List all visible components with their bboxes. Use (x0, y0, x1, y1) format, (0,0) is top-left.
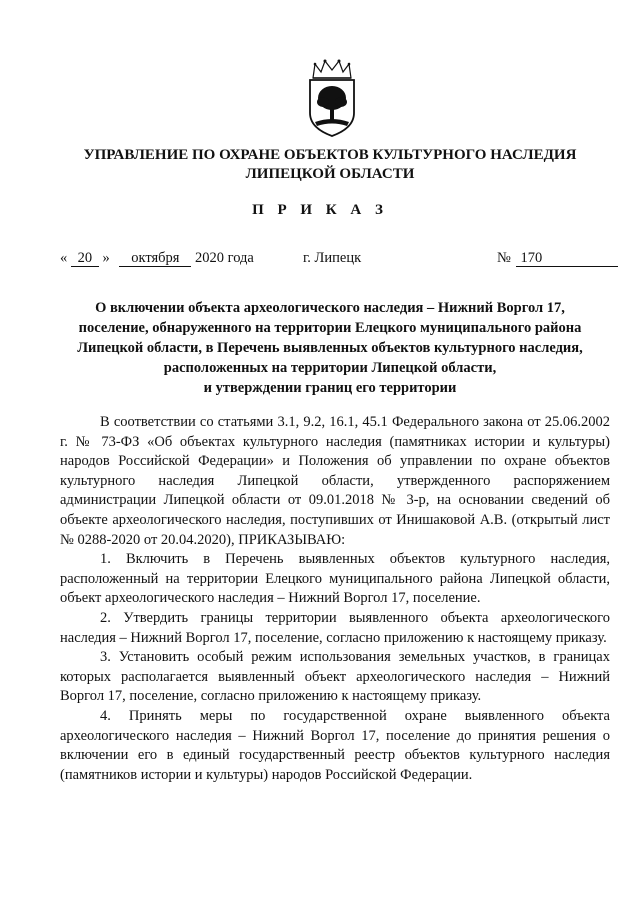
order-item-4: 4. Принять меры по государственной охране выявленного объекта археологического наследия – Нижний Воргол 17, поселение до принятия решения о включении его в единый государственный реестр объектов культурного наследия (памятников истории и культуры) народов Российской Федерации. (60, 707, 610, 783)
title-line-1: О включении объекта археологического наследия – Нижний Воргол 17, (95, 300, 565, 316)
order-item-2: 2. Утвердить границы территории выявленного объекта археологического наследия – Нижний Воргол 17, поселение, согласно приложению к настоящему приказу. (60, 609, 610, 646)
order-item-3: 3. Установить особый режим использования земельных участков, в границах которых располагается выявленный объект археологического наследия – Нижний Воргол 17, поселение, согласно приложению к настоящему приказу. (60, 649, 610, 705)
document-date (60, 250, 254, 267)
document-number (497, 250, 618, 267)
organization-line-2: ЛИПЕЦКОЙ ОБЛАСТИ (245, 166, 415, 182)
organization-line-1: УПРАВЛЕНИЕ ПО ОХРАНЕ ОБЪЕКТОВ КУЛЬТУРНОГО НАСЛЕДИЯ (83, 147, 577, 163)
date-day: 20 (71, 251, 99, 267)
title-line-2: поселение, обнаруженного на территории Елецкого муниципального района (78, 320, 582, 336)
document-title (50, 298, 610, 398)
quote-close: » (102, 250, 110, 266)
coat-of-arms-icon (303, 58, 361, 138)
preamble-paragraph: В соответствии со статьями 3.1, 9.2, 16.1, 45.1 Федерального закона от 25.06.2002 г. № 73-ФЗ «Об объектах культурного наследия (памятниках истории и культуры) народов Российской Федерации» и Положения об управлении по охране объектов культурного наследия Липецкой области, утвержденного распоряжением администрации Липецкой области от 09.01.2018 № 3-р, на основании сведений об объекте археологического наследия, поступивших от Инишаковой А.В. (открытый лист № 0288-2020 от 20.04.2020), ПРИКАЗЫВАЮ: (60, 414, 610, 548)
order-item-1: 1. Включить в Перечень выявленных объектов культурного наследия, расположенный на территории Елецкого муниципального района Липецкой области, объект археологического наследия – Нижний Воргол 17, поселение. (60, 551, 610, 607)
title-line-5: и утверждении границ его территории (203, 380, 457, 396)
title-line-3: Липецкой области, в Перечень выявленных объектов культурного наследия, (77, 340, 583, 356)
date-month: октября (119, 251, 191, 267)
number-value: 170 (516, 251, 618, 267)
document-body (60, 413, 610, 785)
document-type: П Р И К А З (252, 202, 388, 218)
date-year: 2020 года (195, 250, 254, 266)
title-line-4: расположенных на территории Липецкой области, (163, 360, 497, 376)
quote-open: « (60, 250, 68, 266)
organization-name (40, 146, 620, 184)
document-city: г. Липецк (303, 250, 362, 266)
number-label: № (497, 250, 511, 266)
